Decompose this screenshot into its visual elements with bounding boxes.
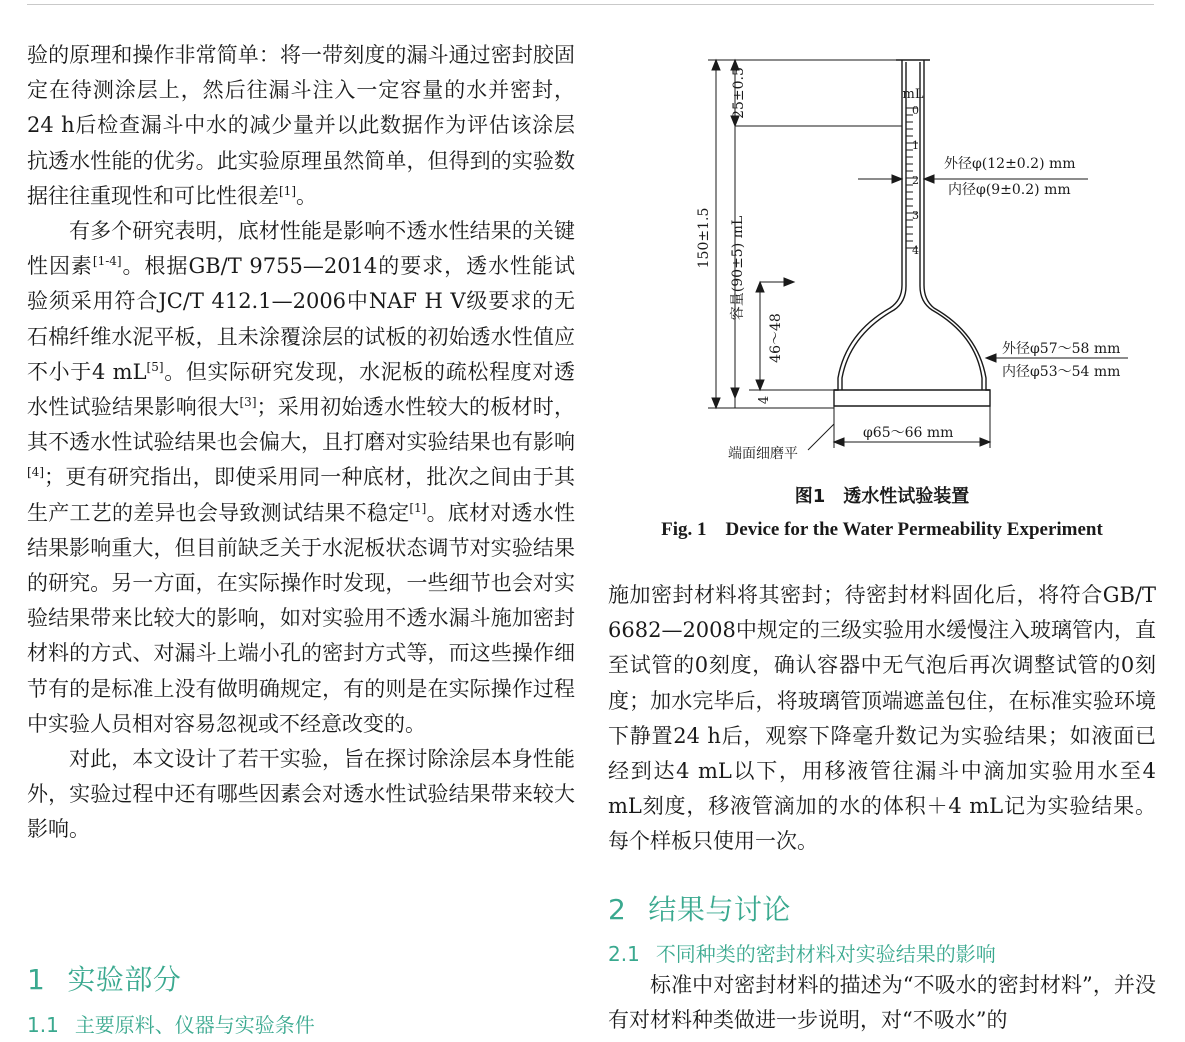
section-heading-2 bbox=[608, 888, 791, 928]
dim-total-label: 150±1.5 bbox=[696, 207, 712, 269]
arrow bbox=[924, 175, 934, 183]
paragraph-text: ；更有研究指出，即使采用同一种底材，批次之间由于其生产工艺的差异也会导致测试结果不稳定 bbox=[27, 465, 575, 525]
scale-label-4: 4 bbox=[912, 244, 919, 257]
arrow bbox=[712, 398, 720, 408]
bell-inner-label: 内径φ53～54 mm bbox=[1002, 364, 1121, 380]
scale-label-1: 1 bbox=[912, 139, 919, 152]
arrow bbox=[784, 278, 794, 286]
arrow bbox=[712, 60, 720, 70]
section-title: 结果与讨论 bbox=[648, 893, 791, 926]
section-number: 1.1 bbox=[27, 1013, 59, 1037]
section-title: 不同种类的密封材料对实验结果的影响 bbox=[655, 942, 996, 966]
section-title: 实验部分 bbox=[67, 963, 182, 996]
paragraph: 对此，本文设计了若干实验，旨在探讨除涂层本身性能外，实验过程中还有哪些因素会对透水性试验结果带来较大影响。 bbox=[27, 747, 575, 842]
right-column bbox=[608, 578, 1156, 860]
citation: [1] bbox=[279, 183, 296, 198]
section-number: 2 bbox=[608, 893, 627, 926]
paragraph: 标准中对密封材料的描述为“不吸水的密封材料”，并没有对材料种类做进一步说明，对“不吸水”的 bbox=[608, 973, 1156, 1033]
funnel-inner-left bbox=[842, 62, 906, 390]
paragraph-text: 有多个研究表明，底材性能是影响不透水性结果的关键性因素 bbox=[27, 219, 575, 279]
bell-outer-label: 外径φ57～58 mm bbox=[1002, 341, 1121, 357]
figure-caption-en: Fig. 1 Device for the Water Permeability Experiment bbox=[661, 519, 1103, 540]
citation: [4] bbox=[27, 465, 44, 480]
paragraph-text: 。根据GB/T 9755—2014的要求，透水性能试验须采用符合JC/T 412.1—2006中NAF H Ⅴ级要求的无石棉纤维水泥平板，且未涂覆涂层的试板的初始透水性值应不小于4 mL bbox=[27, 254, 575, 384]
citation: [5] bbox=[146, 359, 164, 374]
ground-leader bbox=[808, 424, 834, 450]
left-column bbox=[27, 38, 575, 848]
section-number: 1 bbox=[27, 963, 46, 996]
tube-inner-label: 内径φ(9±0.2) mm bbox=[948, 182, 1071, 198]
dim-volume-label: 容量(90±5) mL bbox=[730, 215, 746, 321]
arrow bbox=[980, 438, 990, 446]
section-number: 2.1 bbox=[608, 942, 640, 966]
paragraph-text: 。 bbox=[296, 183, 317, 208]
scale-label-3: 3 bbox=[912, 209, 919, 222]
paragraph bbox=[27, 38, 575, 214]
figure-caption-zh: 图1 透水性试验装置 bbox=[794, 486, 970, 507]
arrow bbox=[756, 282, 764, 292]
paragraph bbox=[27, 214, 575, 742]
dim-bottom-label: φ65～66 mm bbox=[863, 425, 954, 441]
dim-body-label: 46～48 bbox=[768, 313, 784, 363]
arrow bbox=[731, 388, 739, 398]
section-title: 主要原料、仪器与实验条件 bbox=[74, 1013, 315, 1037]
right-column-continued bbox=[608, 968, 1156, 1038]
arrow bbox=[834, 438, 844, 446]
arrow bbox=[892, 175, 902, 183]
citation: [3] bbox=[239, 395, 257, 410]
dim-top-label: 25±0.5 bbox=[731, 67, 747, 119]
paragraph-text: 。但实际研究发现，水泥板的疏松程度对透水性试验结果影响很大 bbox=[27, 359, 575, 420]
paragraph-text: 。底材对透水性结果影响重大，但目前缺乏关于水泥板状态调节对实验结果的研究。另一方面，在实际操作时发现，一些细节也会对实验结果带来比较大的影响，如对实验用不透水漏斗施加密封材料的方式、对漏斗上端小孔的密封方式等，而这些操作细节有的是标准上没有做明确规定，有的则是在实际操作过程中实验人员相对容易忽视或不经意改变的。 bbox=[27, 500, 576, 736]
paragraph-text: 验的原理和操作非常简单：将一带刻度的漏斗通过密封胶固定在待测涂层上，然后往漏斗注入一定容量的水并密封，24 h后检查漏斗中水的减少量并以此数据作为评估该涂层抗透水性能的优劣。此实验原理虽然简单，但得到的实验数据往往重现性和可比性很差 bbox=[27, 43, 575, 208]
tube-outer-label: 外径φ(12±0.2) mm bbox=[944, 156, 1076, 172]
citation: [1] bbox=[409, 500, 427, 515]
paragraph-text: ；采用初始透水性较大的板材时，其不透水性试验结果也会偏大，且打磨对实验结果也有影响 bbox=[27, 395, 575, 455]
dim-base-label: 4 bbox=[757, 395, 772, 405]
arrow bbox=[986, 354, 996, 362]
arrow bbox=[756, 380, 764, 390]
apparatus-diagram bbox=[608, 38, 1156, 478]
funnel-inner-right bbox=[920, 62, 982, 390]
ground-end-label: 端面细磨平 bbox=[728, 446, 798, 462]
scale-label-2: 2 bbox=[912, 174, 919, 187]
citation: [1-4] bbox=[92, 254, 122, 269]
paragraph: 施加密封材料将其密封；待密封材料固化后，将符合GB/T 6682—2008中规定的三级实验用水缓慢注入玻璃管内，直至试管的0刻度，确认容器中无气泡后再次调整试管的0刻度；加水完毕后，将玻璃管顶端遮盖包住，在标准实验环境下静置24 h后，观察下降毫升数记为实验结果；如液面已经到达4 mL以下，用移液管往漏斗中滴加实验用水至4 mL刻度，移液管滴加的水的体积＋4 mL记为实验结果。每个样板只使用一次。 bbox=[608, 583, 1156, 854]
section-heading-1-1 bbox=[27, 1009, 315, 1038]
header-rule bbox=[27, 4, 1154, 5]
section-heading-2-1 bbox=[608, 938, 996, 967]
scale-label-0: 0 bbox=[912, 104, 919, 117]
unit-label: mL bbox=[902, 87, 924, 102]
section-heading-1 bbox=[27, 958, 181, 998]
figure-1 bbox=[608, 38, 1156, 548]
